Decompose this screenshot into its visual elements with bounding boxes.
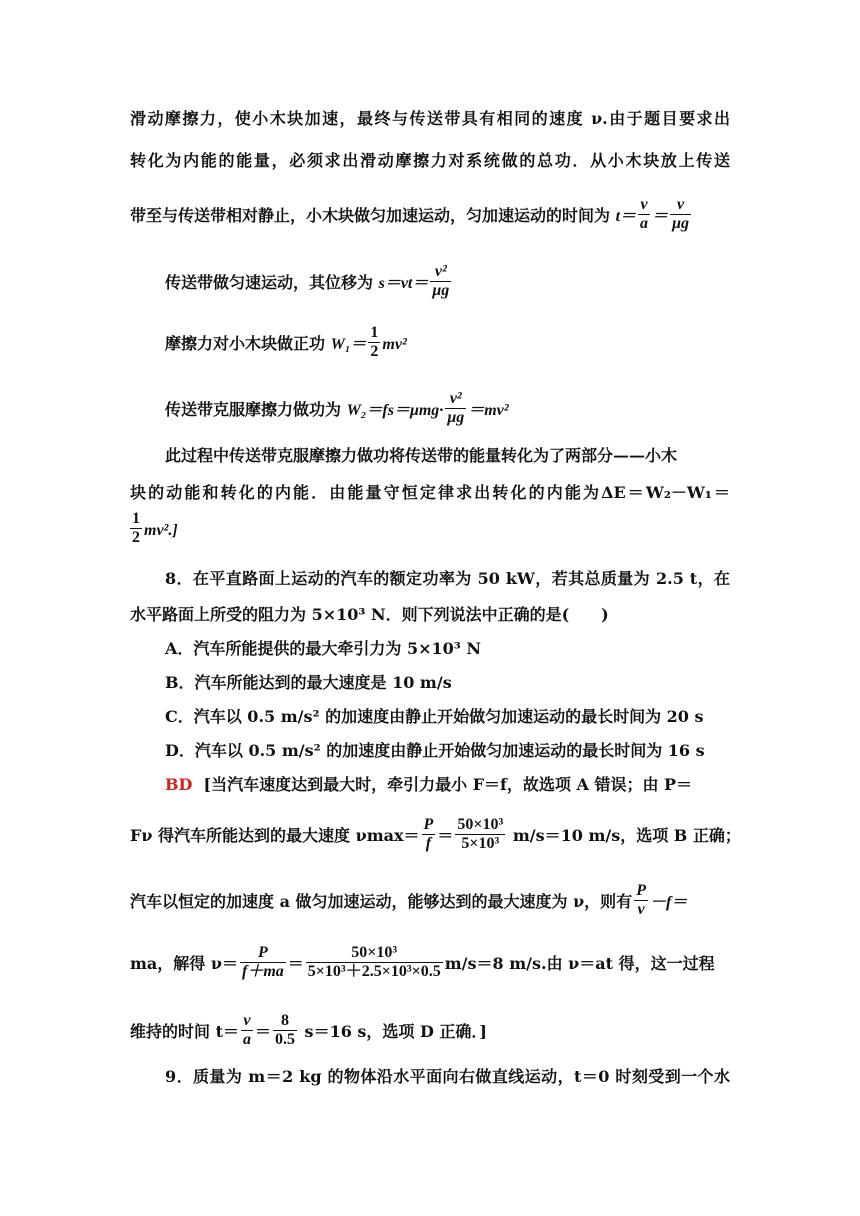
explanation-line-1 <box>165 774 730 796</box>
numerator: ν <box>670 196 691 215</box>
fraction <box>306 944 443 981</box>
explanation-text: Fν 得汽车所能达到的最大速度 νmax＝ <box>130 826 420 845</box>
solution-text: 带至与传送带相对静止，小木块做匀加速运动，匀加速运动的时间为 <box>130 206 611 225</box>
explanation-line-4: ma，解得 ν＝ $\frac{P}{f+ma}$ ＝ $\frac{\text{50×10³}}{\text{5×10³＋2.5×10³×0.5}}$ m/s＝8 m/s.由 ν＝at 得，这一过程 <box>130 944 715 980</box>
denominator: a <box>640 215 649 232</box>
denominator: 2 <box>370 343 379 360</box>
numerator: ν² <box>445 390 466 409</box>
formula-eq: ＝ <box>652 208 669 225</box>
numerator: 50×10³ <box>306 944 443 963</box>
fraction <box>670 196 691 233</box>
solution-line-9 <box>130 512 730 549</box>
fraction <box>273 1012 297 1049</box>
explanation-text: －f＝ <box>649 894 688 911</box>
solution-line-5 <box>165 326 765 363</box>
denominator: 5×10³＋2.5×10³×0.5 <box>307 963 441 980</box>
numerator: P <box>240 944 286 963</box>
denominator: μg <box>432 282 450 299</box>
question-9-stem-line-1: 9．质量为 m＝2 kg 的物体沿水平面向右做直线运动，t＝0 时刻受到一个水 <box>165 1067 730 1086</box>
numerator: 8 <box>273 1012 297 1031</box>
solution-line-8: 块的动能和转化的内能．由能量守恒定律求出转化的内能为ΔE＝W₂－W₁＝ <box>130 483 730 502</box>
fraction <box>241 1012 253 1049</box>
fraction <box>422 816 436 853</box>
denominator: 5×10³ <box>461 835 500 852</box>
explanation-text: 维持的时间 t＝ <box>130 1022 239 1041</box>
explanation-text: m/s＝8 m/s.由 ν＝at 得，这一过程 <box>444 954 715 973</box>
numerator: 1 <box>132 510 140 527</box>
denominator: f＋ma <box>241 963 284 980</box>
explanation-text: 汽车以恒定的加速度 a 做匀加速运动，能够达到的最大速度为 ν，则有 <box>130 892 633 911</box>
solution-line-1: 滑动摩擦力，使小木块加速，最终与传送带具有相同的速度 ν.由于题目要求出 <box>130 109 730 128</box>
fraction <box>634 882 648 919</box>
numerator: P <box>423 816 434 833</box>
fraction <box>368 324 380 361</box>
denominator: 0.5 <box>274 1031 295 1048</box>
solution-line-4 <box>165 265 765 302</box>
formula-rhs: ＝mν² <box>468 402 509 419</box>
denominator: 2 <box>132 529 140 546</box>
option-c: C．汽车以 0.5 m/s² 的加速度由静止开始做匀加速运动的最长时间为 20 s <box>165 707 704 726</box>
denominator: μg <box>447 409 465 426</box>
numerator: P <box>636 882 646 899</box>
denominator: f <box>425 835 432 852</box>
explanation-line-3 <box>130 884 730 921</box>
option-d: D．汽车以 0.5 m/s² 的加速度由静止开始做匀加速运动的最长时间为 16 s <box>165 741 705 760</box>
formula-lhs: s＝νt＝ <box>378 275 429 292</box>
question-8-stem-line-1: 8．在平直路面上运动的汽车的额定功率为 50 kW，若其总质量为 2.5 t，在 <box>165 569 730 588</box>
denominator: ν <box>637 901 645 918</box>
solution-text: 传送带克服摩擦力做功为 <box>165 400 342 419</box>
explanation-text: s＝16 s，选项 D 正确．] <box>298 1022 487 1041</box>
solution-line-3 <box>130 198 730 235</box>
fraction <box>638 196 650 233</box>
solution-line-2: 转化为内能的能量，必须求出滑动摩擦力对系统做的总功．从小木块放上传送 <box>130 151 730 170</box>
denominator: a <box>242 1031 251 1048</box>
solution-text: 传送带做匀速运动，其位移为 <box>165 273 374 292</box>
answer-label: BD <box>165 775 193 794</box>
fraction <box>430 263 451 300</box>
solution-line-6 <box>165 392 765 429</box>
fraction <box>130 510 142 547</box>
denominator: μg <box>672 215 689 232</box>
formula-lhs: W₂＝fs＝μmg· <box>346 402 444 419</box>
numerator: 1 <box>370 324 379 341</box>
formula-lhs: W₁＝ <box>330 336 367 353</box>
explanation-line-5: 维持的时间 t＝ $\frac{\nu}{a}$ ＝ $\frac{8}{0.5}$ s＝16 s，选项 D 正确．] <box>130 1012 487 1048</box>
numerator: 50×10³ <box>457 816 504 833</box>
option-a: A．汽车所能提供的最大牵引力为 5×10³ N <box>165 639 481 658</box>
fraction <box>240 944 286 981</box>
fraction <box>445 390 466 427</box>
formula-rhs: mν².] <box>144 522 178 539</box>
numerator: ν² <box>430 263 451 282</box>
solution-line-7: 此过程中传送带克服摩擦力做功将传送带的能量转化为了两部分——小木 <box>165 446 678 465</box>
explanation-text: [当汽车速度达到最大时，牵引力最小 F＝f，故选项 A 错误；由 P＝ <box>203 775 693 794</box>
fraction <box>455 816 505 853</box>
option-b: B．汽车所能达到的最大速度是 10 m/s <box>165 673 452 692</box>
explanation-text: ma，解得 ν＝ <box>130 954 238 973</box>
explanation-line-2: Fν 得汽车所能达到的最大速度 νmax＝ $\frac{P}{f}$ ＝ $\frac{\text{50×10³}}{\text{5×10³}}$ m/s＝10 m/s，选项 B 正确； <box>130 816 741 852</box>
formula-lhs: t＝ <box>615 208 637 225</box>
solution-text: 摩擦力对小木块做正功 <box>165 334 326 353</box>
numerator: ν <box>638 196 650 215</box>
formula-rhs: mν² <box>382 336 407 353</box>
question-8-stem-line-2: 水平路面上所受的阻力为 5×10³ N．则下列说法中正确的是( ) <box>130 605 609 624</box>
explanation-text: m/s＝10 m/s，选项 B 正确； <box>507 826 741 845</box>
numerator: ν <box>241 1012 253 1031</box>
